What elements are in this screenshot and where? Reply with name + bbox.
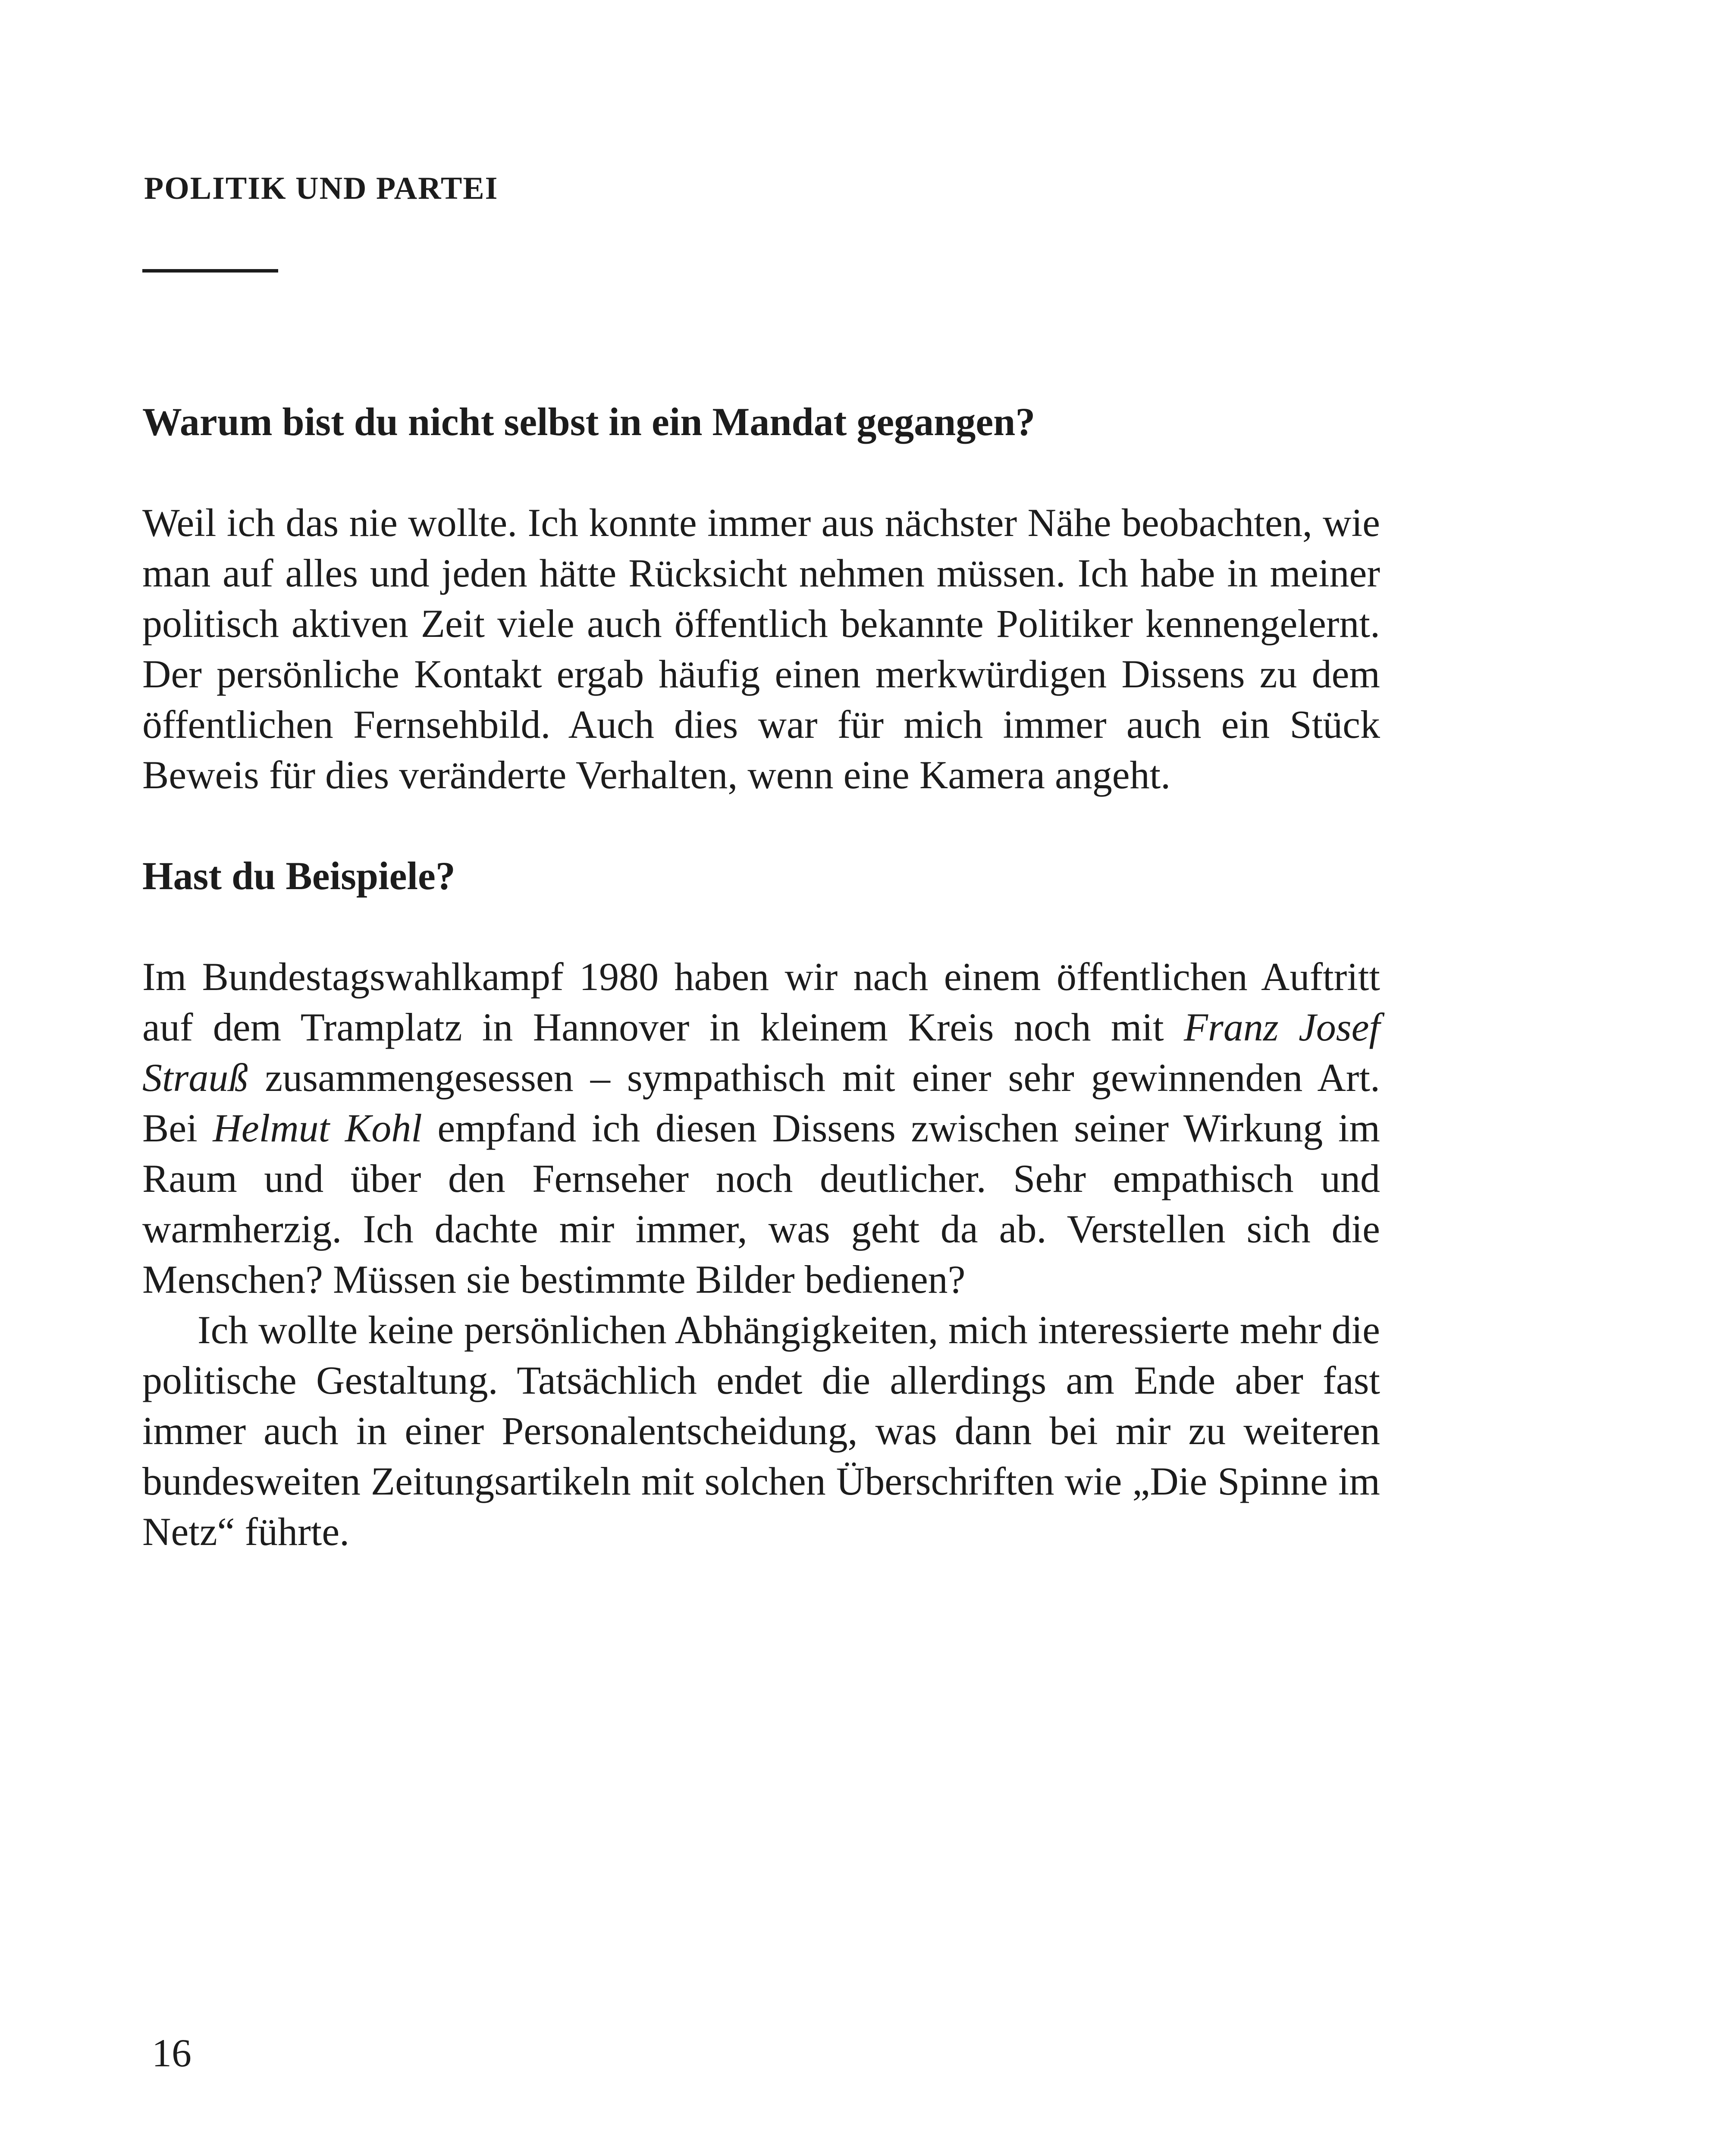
- answer-text: empfand ich diesen Dissens zwischen seiner Wirkung im Raum und über den Fernseher noch deutlicher. Sehr empathisch und warmherzig. Ich dachte mir immer, was geht da ab. Verstellen sich die Menschen? Müssen sie bestimmte Bilder bedienen?: [142, 1106, 1380, 1301]
- section-label: POLITIK UND PARTEI: [144, 171, 499, 206]
- person-name-kohl: Helmut Kohl: [213, 1106, 422, 1150]
- question-2: Hast du Beispiele?: [142, 854, 455, 898]
- page-content: [142, 397, 1380, 1557]
- answer-2-paragraph-2: Ich wollte keine persönlichen Abhängigkeiten, mich interessierte mehr die politische Gestaltung. Tatsächlich endet die allerdings am Ende aber fast immer auch in einer Personalentscheidung, was dann bei mir zu weiteren bundesweiten Zeitungsartikeln mit solchen Überschriften wie „Die Spinne im Netz“ führte.: [142, 1308, 1380, 1554]
- section-rule: [142, 269, 278, 273]
- answer-text: Im Bundestagswahlkampf 1980 haben wir nach einem öffentlichen Auftritt auf dem Tramplatz in Hannover in kleinem Kreis noch mit: [142, 955, 1380, 1049]
- answer-text: zusammengesessen – sympathisch mit einer sehr gewinnenden Art. Bei: [142, 1056, 1380, 1150]
- spacer: [142, 800, 1380, 851]
- spacer: [142, 901, 1380, 952]
- page-number: 16: [152, 2031, 191, 2075]
- answer-2-paragraph-1: [142, 952, 1380, 1305]
- question-1: Warum bist du nicht selbst in ein Mandat gegangen?: [142, 400, 1035, 444]
- spacer: [142, 447, 1380, 498]
- answer-1: Weil ich das nie wollte. Ich konnte immer aus nächster Nähe beobachten, wie man auf alles und jeden hätte Rücksicht nehmen müssen. Ich habe in meiner politisch aktiven Zeit viele auch öffentlich bekannte Politiker kennengelernt. Der persönliche Kontakt ergab häufig einen merkwürdigen Dissens zu dem öffentlichen Fernsehbild. Auch dies war für mich immer auch ein Stück Beweis für dies veränderte Verhalten, wenn eine Kamera angeht.: [142, 501, 1380, 797]
- person-name-strauss: Franz Josef Strauß: [142, 1005, 1380, 1100]
